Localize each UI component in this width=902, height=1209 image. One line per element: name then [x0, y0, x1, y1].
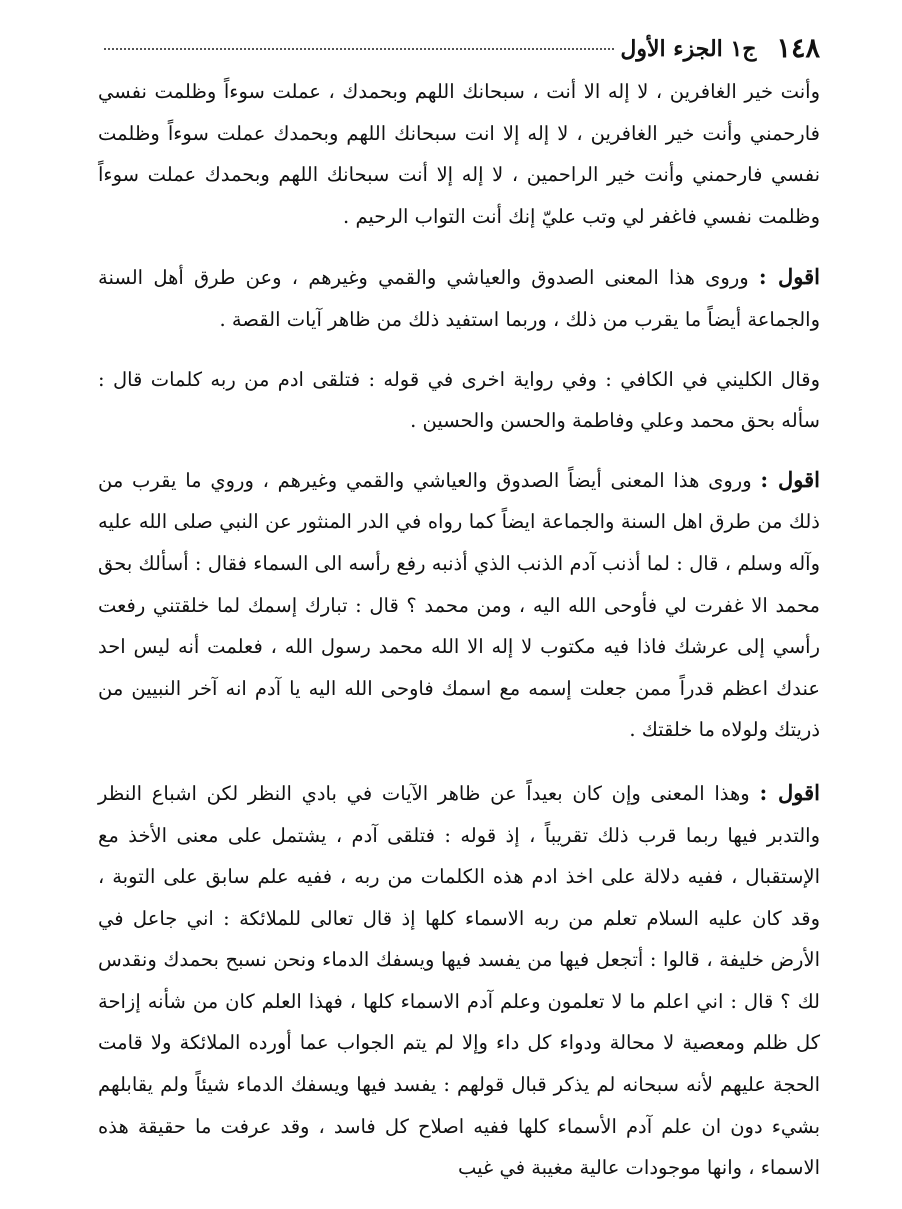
paragraph-kulayni [98, 358, 820, 442]
paragraph-text: وأنت خير الغافرين ، لا إله الا أنت ، سبحانك اللهم وبحمدك ، عملت سوءاً وظلمت نفسي فارحمني وأنت خير الغافرين ، لا إله إلا انت سبحانك اللهم وبحمدك عملت سوءاً وظلمت نفسي فارحمني وأنت خير الراحمين ، لا إله إلا أنت سبحانك اللهم وبحمدك عملت سوءاً وظلمت نفسي فاغفر لي وتب عليّ إنك أنت التواب الرحيم . [98, 80, 820, 228]
paragraph-commentary-1 [98, 256, 820, 340]
page-header [98, 30, 820, 68]
page-number: ١٤٨ [776, 33, 820, 64]
paragraph-lead: اقول : [760, 466, 820, 492]
book-page [98, 30, 820, 1189]
paragraph-text: وقال الكليني في الكافي : وفي رواية اخرى في قوله : فتلقى ادم من ربه كلمات قال : سأله بحق محمد وعلي وفاطمة والحسن والحسين . [98, 367, 820, 433]
paragraph-text: وهذا المعنى وإن كان بعيداً عن ظاهر الآيات في بادي النظر لكن اشباع النظر والتدبر فيها ربما قرب ذلك تقريباً ، إذ قوله : فتلقى آدم ، يشتمل على معنى الأخذ مع الإستقبال ، ففيه دلالة على اخذ ادم هذه الكلمات من ربه ، ففيه علم سابق على التوبة ، وقد كان عليه السلام تعلم من ربه الاسماء كلها إذ قال تعالى للملائكة : اني جاعل في الأرض خليفة ، قالوا : أتجعل فيها من يفسد فيها ويسفك الدماء ونحن نسبح بحمدك ونقدس لك ؟ قال : اني اعلم ما لا تعلمون وعلم آدم الاسماء كلها ، فهذا العلم كان من شأنه إزاحة كل ظلم ومعصية لا محالة ودواء كل داء وإلا لم يتم الجواب عما أورده الملائكة ولا قامت الحجة عليهم لأنه سبحانه لم يذكر قبال قولهم : يفسد فيها ويسفك الدماء شيئاً ولم يقابلهم بشيء دون ان علم آدم الأسماء كلها ففيه اصلاح كل فاسد ، وقد عرفت ما حقيقة هذه الاسماء ، وانها موجودات عالية مغيبة في غيب [98, 781, 820, 1180]
paragraph-lead: اقول : [758, 264, 820, 290]
dotted-leader [104, 48, 614, 50]
paragraph-lead: اقول : [759, 779, 820, 805]
paragraph-text: وروى هذا المعنى أيضاً الصدوق والعياشي والقمي وغيرهم ، وروي ما يقرب من ذلك من طرق اهل السنة والجماعة ايضاً كما رواه في الدر المنثور عن النبي صلى الله عليه وآله وسلم ، قال : لما أذنب آدم الذنب الذي أذنبه رفع رأسه الى السماء فقال : أسألك بحق محمد الا غفرت لي فأوحى الله اليه ، ومن محمد ؟ قال : تبارك إسمك لما خلقتني رفعت رأسي إلى عرشك فاذا فيه مكتوب لا إله الا الله محمد رسول الله ، فعلمت أنه ليس احد عندك اعظم قدراً ممن جعلت إسمه مع اسمك فاوحى الله اليه يا آدم انه آخر النبيين من ذريتك ولولاه ما خلقتك . [98, 468, 820, 742]
paragraph-supplication [98, 70, 820, 237]
paragraph-text: وروى هذا المعنى الصدوق والعياشي والقمي وغيرهم ، وعن طرق أهل السنة والجماعة أيضاً ما يقرب من ذلك ، وربما استفيد ذلك من ظاهر آيات القصة . [98, 266, 820, 331]
paragraph-commentary-3 [98, 772, 820, 1189]
paragraph-commentary-2 [98, 459, 820, 751]
running-title: ج١ الجزء الأول [620, 36, 757, 62]
